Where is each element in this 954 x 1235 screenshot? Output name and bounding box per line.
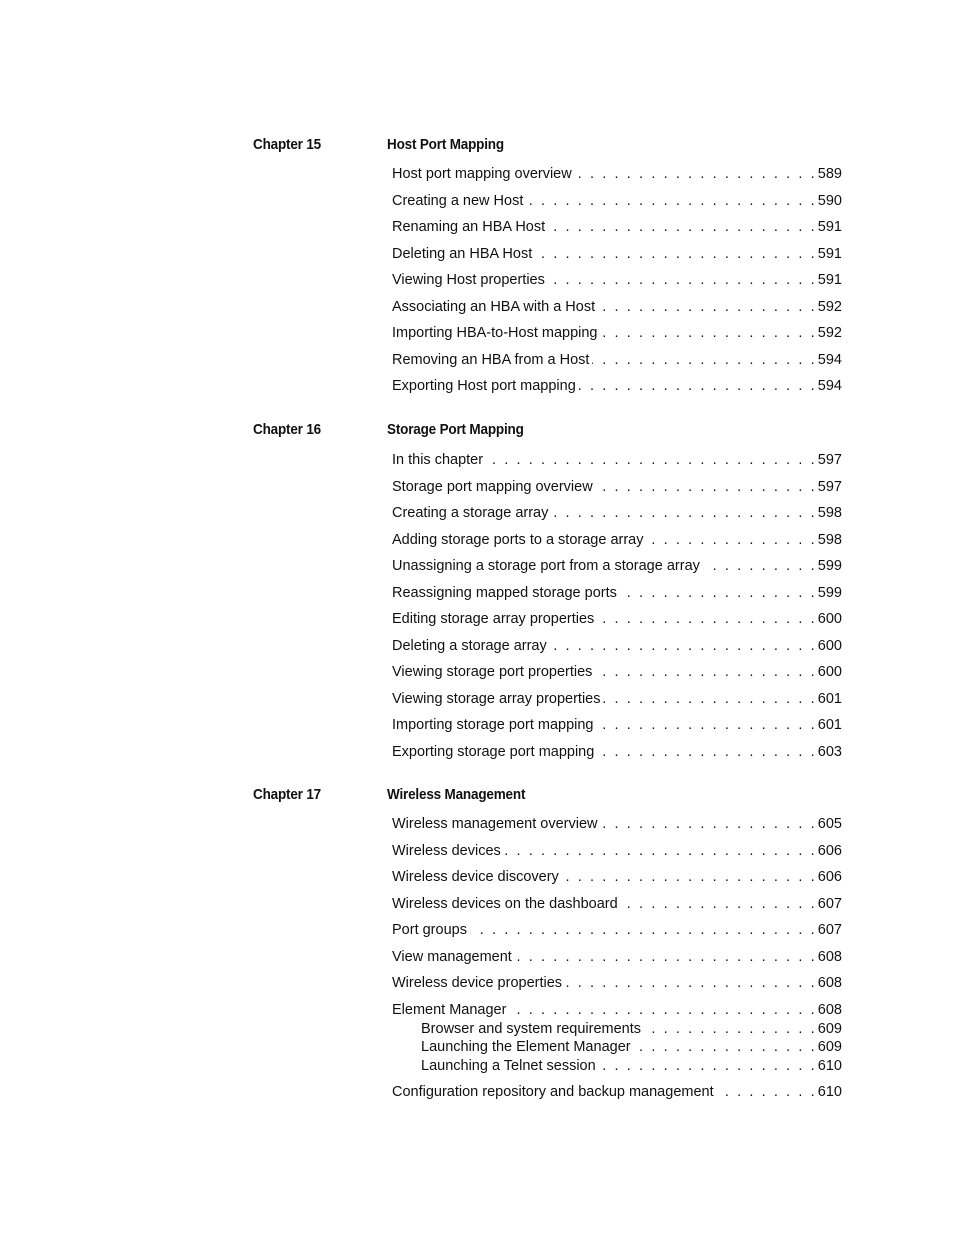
toc-entry[interactable] bbox=[392, 193, 842, 213]
toc-entry[interactable] bbox=[392, 378, 842, 398]
toc-entry[interactable] bbox=[392, 691, 842, 711]
toc-entry-label: In this chapter bbox=[392, 452, 484, 468]
toc-entry-label: Wireless devices on the dashboard bbox=[392, 896, 618, 912]
toc-entry-label: Removing an HBA from a Host bbox=[392, 352, 590, 368]
toc-entry[interactable] bbox=[392, 246, 842, 266]
toc-entry-label: Viewing storage array properties bbox=[392, 691, 601, 707]
toc-entry[interactable] bbox=[392, 896, 842, 916]
dot-leader bbox=[504, 843, 817, 859]
chapter-number: Chapter 15 bbox=[253, 136, 321, 153]
toc-entry-label: Configuration repository and backup management bbox=[392, 1084, 714, 1100]
toc-entry-label: Wireless devices bbox=[392, 843, 501, 859]
dot-leader bbox=[575, 166, 817, 182]
toc-page-number: 607 bbox=[817, 896, 842, 912]
dot-leader bbox=[562, 869, 817, 885]
toc-entry-label: Port groups bbox=[392, 922, 467, 938]
toc-entry[interactable] bbox=[392, 922, 842, 942]
toc-page-number: 606 bbox=[817, 869, 842, 885]
toc-entry-label: View management bbox=[392, 949, 512, 965]
dot-leader bbox=[597, 744, 816, 760]
toc-page-number: 608 bbox=[817, 975, 842, 991]
toc-entry-label: Element Manager bbox=[392, 1002, 507, 1018]
dot-leader bbox=[601, 325, 817, 341]
toc-entry-label: Editing storage array properties bbox=[392, 611, 595, 627]
toc-entry[interactable] bbox=[421, 1039, 842, 1059]
toc-page-number: 591 bbox=[817, 219, 842, 235]
dot-leader bbox=[550, 638, 817, 654]
toc-page-number: 599 bbox=[817, 585, 842, 601]
toc-page-number: 601 bbox=[817, 691, 842, 707]
dot-leader bbox=[486, 452, 817, 468]
toc-entry-label: Viewing storage port properties bbox=[392, 664, 593, 680]
chapter-number: Chapter 17 bbox=[253, 786, 321, 803]
toc-page-number: 590 bbox=[817, 193, 842, 209]
dot-leader bbox=[603, 691, 816, 707]
toc-page-number: 591 bbox=[817, 272, 842, 288]
toc-page-number: 598 bbox=[817, 505, 842, 521]
toc-entry[interactable] bbox=[392, 1084, 842, 1104]
toc-page-number: 600 bbox=[817, 638, 842, 654]
toc-entry[interactable] bbox=[392, 585, 842, 605]
toc-entry[interactable] bbox=[392, 352, 842, 372]
toc-entry[interactable] bbox=[421, 1021, 842, 1041]
toc-entry[interactable] bbox=[392, 479, 842, 499]
toc-entry-label: Host port mapping overview bbox=[392, 166, 572, 182]
toc-entry-label: Launching the Element Manager bbox=[421, 1039, 631, 1055]
toc-page-number: 609 bbox=[817, 1021, 842, 1037]
toc-page-number: 600 bbox=[817, 611, 842, 627]
dot-leader bbox=[621, 896, 817, 912]
toc-entry-label: Exporting Host port mapping bbox=[392, 378, 576, 394]
toc-page-number: 605 bbox=[817, 816, 842, 832]
toc-entry[interactable] bbox=[392, 558, 842, 578]
toc-entry[interactable] bbox=[392, 325, 842, 345]
toc-entry-label: Associating an HBA with a Host bbox=[392, 299, 596, 315]
toc-entry[interactable] bbox=[421, 1058, 842, 1078]
dot-leader bbox=[509, 1002, 816, 1018]
toc-page-number: 610 bbox=[817, 1084, 842, 1100]
toc-page-number: 608 bbox=[817, 949, 842, 965]
toc-page-number: 603 bbox=[817, 744, 842, 760]
toc-entry[interactable] bbox=[392, 816, 842, 836]
toc-entry-label: Wireless device properties bbox=[392, 975, 563, 991]
toc-page-number: 606 bbox=[817, 843, 842, 859]
dot-leader bbox=[470, 922, 817, 938]
dot-leader bbox=[579, 378, 817, 394]
dot-leader bbox=[703, 558, 817, 574]
chapter-title[interactable]: Storage Port Mapping bbox=[387, 421, 524, 438]
toc-page-number: 592 bbox=[817, 325, 842, 341]
dot-leader bbox=[565, 975, 817, 991]
chapter-number: Chapter 16 bbox=[253, 421, 321, 438]
dot-leader bbox=[644, 1021, 817, 1037]
toc-page-number: 598 bbox=[817, 532, 842, 548]
toc-entry[interactable] bbox=[392, 638, 842, 658]
toc-page-number: 591 bbox=[817, 246, 842, 262]
chapter-title[interactable]: Host Port Mapping bbox=[387, 136, 504, 153]
dot-leader bbox=[620, 585, 817, 601]
toc-entry[interactable] bbox=[392, 1002, 842, 1022]
toc-entry-label: Renaming an HBA Host bbox=[392, 219, 546, 235]
dot-leader bbox=[646, 532, 816, 548]
dot-leader bbox=[599, 1058, 817, 1074]
dot-leader bbox=[717, 1084, 817, 1100]
toc-entry[interactable] bbox=[392, 532, 842, 552]
toc-entry-label: Creating a storage array bbox=[392, 505, 549, 521]
toc-page-number: 607 bbox=[817, 922, 842, 938]
toc-entry-label: Importing storage port mapping bbox=[392, 717, 594, 733]
dot-leader bbox=[595, 664, 816, 680]
toc-entry-label: Wireless device discovery bbox=[392, 869, 559, 885]
toc-page-number: 609 bbox=[817, 1039, 842, 1055]
chapter-title[interactable]: Wireless Management bbox=[387, 786, 526, 803]
toc-entry-label: Reassigning mapped storage ports bbox=[392, 585, 617, 601]
toc-entry[interactable] bbox=[392, 744, 842, 764]
toc-entry-label: Viewing Host properties bbox=[392, 272, 545, 288]
toc-entry-label: Browser and system requirements bbox=[421, 1021, 641, 1037]
toc-page-number: 600 bbox=[817, 664, 842, 680]
toc-page-number: 610 bbox=[817, 1058, 842, 1074]
dot-leader bbox=[601, 816, 817, 832]
toc-entry[interactable] bbox=[392, 299, 842, 319]
toc-entry-label: Exporting storage port mapping bbox=[392, 744, 595, 760]
dot-leader bbox=[634, 1039, 817, 1055]
toc-entry[interactable] bbox=[392, 611, 842, 631]
toc-entry-label: Deleting an HBA Host bbox=[392, 246, 533, 262]
toc-entry-label: Launching a Telnet session bbox=[421, 1058, 596, 1074]
dot-leader bbox=[596, 479, 817, 495]
toc-page-number: 594 bbox=[817, 378, 842, 394]
toc-entry-label: Creating a new Host bbox=[392, 193, 524, 209]
toc-entry[interactable] bbox=[392, 664, 842, 684]
toc-page-number: 608 bbox=[817, 1002, 842, 1018]
toc-page-number: 601 bbox=[817, 717, 842, 733]
toc-page-number: 597 bbox=[817, 452, 842, 468]
dot-leader bbox=[548, 272, 817, 288]
toc-entry-label: Storage port mapping overview bbox=[392, 479, 593, 495]
toc-entry-label: Adding storage ports to a storage array bbox=[392, 532, 644, 548]
toc-entry-label: Importing HBA-to-Host mapping bbox=[392, 325, 598, 341]
dot-leader bbox=[597, 611, 816, 627]
toc-page-number: 597 bbox=[817, 479, 842, 495]
dot-leader bbox=[535, 246, 817, 262]
dot-leader bbox=[551, 505, 816, 521]
toc-entry-label: Unassigning a storage port from a storage array bbox=[392, 558, 700, 574]
toc-entry[interactable] bbox=[392, 717, 842, 737]
toc-page-number: 594 bbox=[817, 352, 842, 368]
toc-entry[interactable] bbox=[392, 219, 842, 239]
toc-entry[interactable] bbox=[392, 843, 842, 863]
toc-entry[interactable] bbox=[392, 452, 842, 472]
dot-leader bbox=[592, 352, 816, 368]
toc-entry-label: Wireless management overview bbox=[392, 816, 598, 832]
toc-entry[interactable] bbox=[392, 869, 842, 889]
toc-entry[interactable] bbox=[392, 505, 842, 525]
dot-leader bbox=[515, 949, 817, 965]
toc-page-number: 599 bbox=[817, 558, 842, 574]
toc-entry[interactable] bbox=[392, 166, 842, 186]
toc-entry-label: Deleting a storage array bbox=[392, 638, 547, 654]
toc-page-number: 592 bbox=[817, 299, 842, 315]
toc-page-number: 589 bbox=[817, 166, 842, 182]
toc-entry[interactable] bbox=[392, 272, 842, 292]
dot-leader bbox=[526, 193, 816, 209]
dot-leader bbox=[597, 717, 817, 733]
dot-leader bbox=[548, 219, 817, 235]
dot-leader bbox=[598, 299, 817, 315]
toc-entry[interactable] bbox=[392, 975, 842, 995]
toc-entry[interactable] bbox=[392, 949, 842, 969]
